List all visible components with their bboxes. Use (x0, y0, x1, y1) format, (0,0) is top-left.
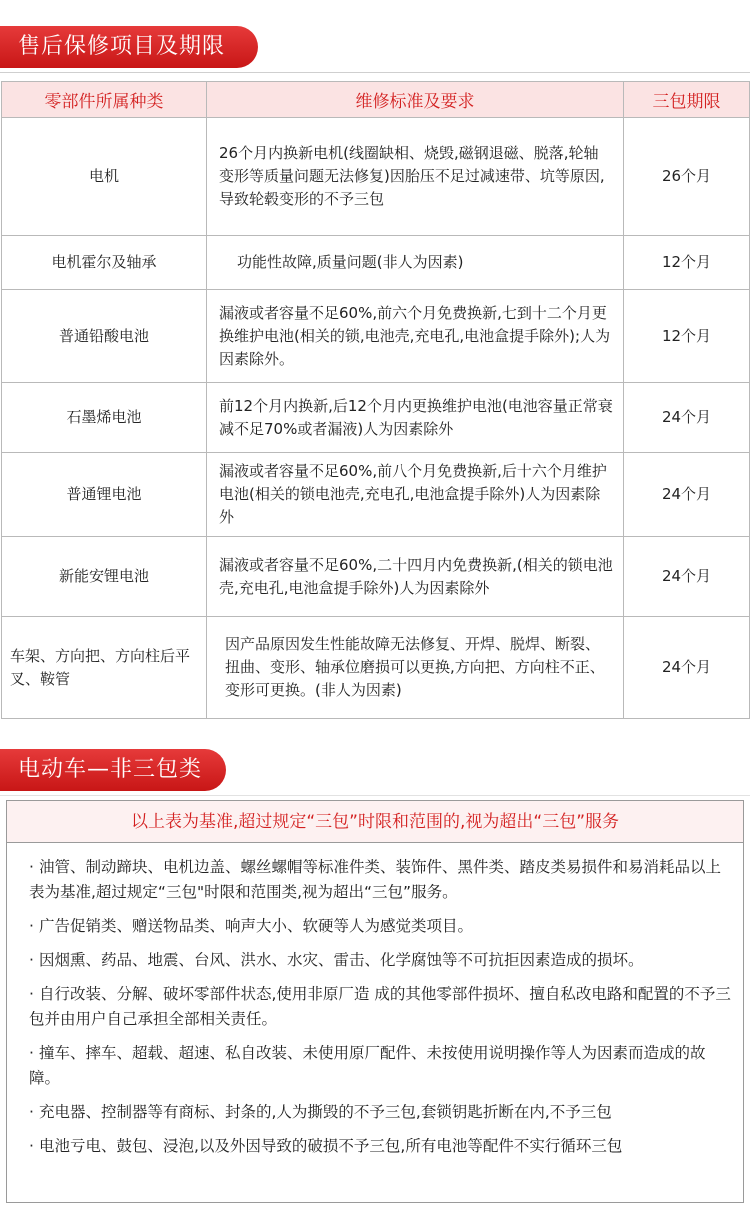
list-item (29, 982, 733, 1032)
cell-standard: 前12个月内换新,后12个月内更换维护电池(电池容量正常衰减不足70%或者漏液)人为因素除外 (207, 383, 624, 453)
warranty-table (1, 81, 750, 719)
section-title-non-warranty: 电动车—非三包类 (0, 749, 226, 791)
cell-standard: 漏液或者容量不足60%,前八个月免费换新,后十六个月维护电池(相关的锁电池壳,充电孔,电池盒提手除外)人为因素除外 (207, 453, 624, 537)
bullet-mark: · (29, 858, 34, 876)
list-item-text: 广告促销类、赠送物品类、响声大小、软硬等人为感觉类项目。 (39, 917, 474, 935)
cell-part: 新能安锂电池 (2, 537, 207, 617)
cell-part: 普通锂电池 (2, 453, 207, 537)
divider (0, 795, 750, 796)
cell-part: 车架、方向把、方向柱后平叉、鞍管 (2, 617, 207, 719)
column-header-period: 三包期限 (624, 82, 750, 118)
bullet-mark: · (29, 1137, 34, 1155)
cell-standard: 功能性故障,质量问题(非人为因素) (207, 236, 624, 290)
table-row (2, 236, 750, 290)
bullet-mark: · (29, 951, 34, 969)
list-item (29, 948, 733, 973)
bullet-mark: · (29, 917, 34, 935)
table-row (2, 290, 750, 383)
list-item-text: 充电器、控制器等有商标、封条的,人为撕毁的不予三包,套锁钥匙折断在内,不予三包 (39, 1103, 612, 1121)
list-item (29, 1041, 733, 1091)
table-header-row (2, 82, 750, 118)
section-title-warranty: 售后保修项目及期限 (0, 26, 258, 68)
table-row (2, 118, 750, 236)
non-warranty-list (7, 843, 743, 1159)
cell-standard: 因产品原因发生性能故障无法修复、开焊、脱焊、断裂、扭曲、变形、轴承位磨损可以更换,方向把、方向柱不正、变形可更换。(非人为因素) (207, 617, 624, 719)
table-row (2, 617, 750, 719)
list-item (29, 855, 733, 905)
cell-part: 电机 (2, 118, 207, 236)
column-header-part: 零部件所属种类 (2, 82, 207, 118)
list-item (29, 1100, 733, 1125)
table-row (2, 383, 750, 453)
cell-standard: 漏液或者容量不足60%,二十四月内免费换新,(相关的锁电池壳,充电孔,电池盒提手除外)人为因素除外 (207, 537, 624, 617)
bullet-mark: · (29, 1044, 34, 1062)
cell-period: 24个月 (624, 453, 750, 537)
cell-period: 24个月 (624, 383, 750, 453)
table-row (2, 453, 750, 537)
column-header-standard: 维修标准及要求 (207, 82, 624, 118)
list-item-text: 油管、制动蹄块、电机边盖、螺丝螺帽等标准件类、装饰件、黑件类、踏皮类易损件和易消耗品以上表为基准,超过规定“三包"时限和范围类,视为超出“三包”服务。 (29, 858, 722, 901)
cell-period: 24个月 (624, 617, 750, 719)
non-warranty-box (6, 800, 744, 1203)
cell-part: 电机霍尔及轴承 (2, 236, 207, 290)
cell-period: 24个月 (624, 537, 750, 617)
list-item-text: 自行改装、分解、破坏零部件状态,使用非原厂造 成的其他零部件损坏、擅自私改电路和配置的不予三包并由用户自己承担全部相关责任。 (29, 985, 731, 1028)
list-item-text: 电池亏电、鼓包、浸泡,以及外因导致的破损不予三包,所有电池等配件不实行循环三包 (39, 1137, 623, 1155)
list-item (29, 1134, 733, 1159)
list-item-text: 撞车、摔车、超载、超速、私自改装、未使用原厂配件、未按使用说明操作等人为因素而造成的故障。 (29, 1044, 706, 1087)
non-warranty-header: 以上表为基准,超过规定“三包”时限和范围的,视为超出“三包”服务 (7, 801, 743, 843)
cell-part: 石墨烯电池 (2, 383, 207, 453)
cell-period: 26个月 (624, 118, 750, 236)
list-item-text: 因烟熏、药品、地震、台风、洪水、水灾、雷击、化学腐蚀等不可抗拒因素造成的损坏。 (39, 951, 644, 969)
bullet-mark: · (29, 985, 34, 1003)
cell-standard: 漏液或者容量不足60%,前六个月免费换新,七到十二个月更换维护电池(相关的锁,电池壳,充电孔,电池盒提手除外);人为因素除外。 (207, 290, 624, 383)
table-row (2, 537, 750, 617)
divider (0, 72, 750, 73)
cell-standard: 26个月内换新电机(线圈缺相、烧毁,磁钢退磁、脱落,轮轴变形等质量问题无法修复)因胎压不足过减速带、坑等原因,导致轮毂变形的不予三包 (207, 118, 624, 236)
cell-period: 12个月 (624, 236, 750, 290)
bullet-mark: · (29, 1103, 34, 1121)
list-item (29, 914, 733, 939)
cell-period: 12个月 (624, 290, 750, 383)
cell-part: 普通铅酸电池 (2, 290, 207, 383)
